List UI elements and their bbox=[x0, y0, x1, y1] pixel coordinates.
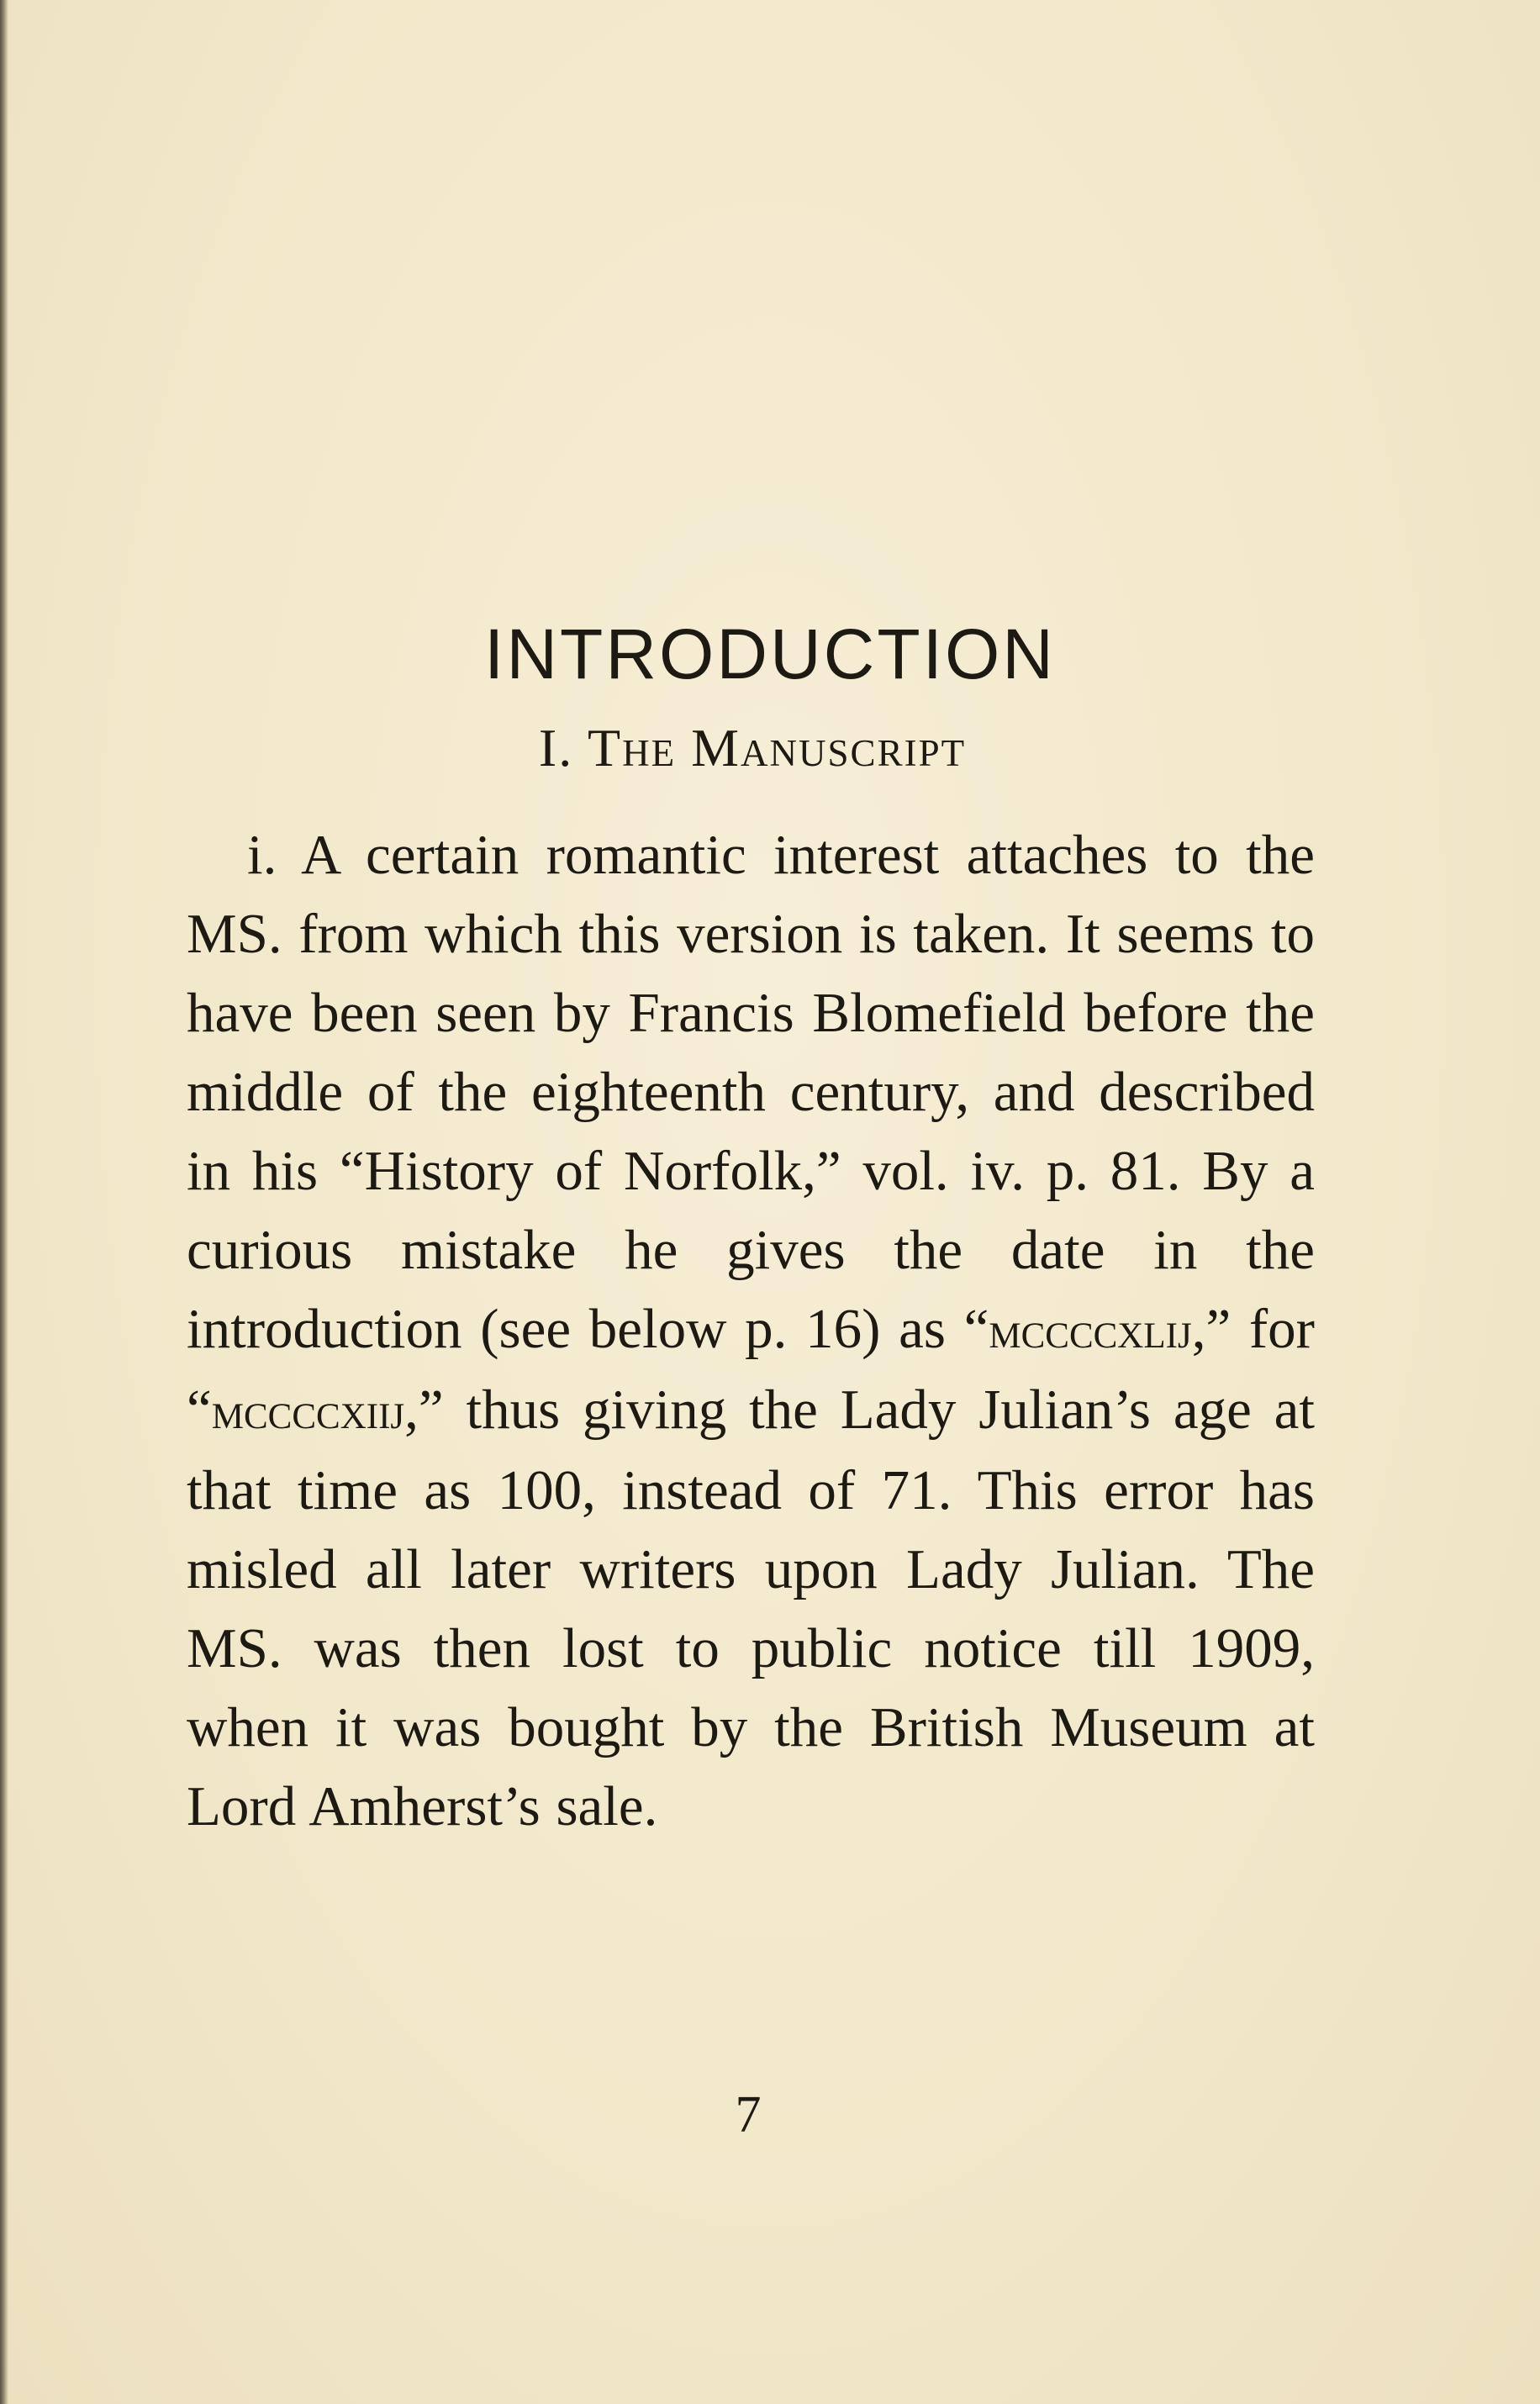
section-title: I. The Manuscript bbox=[538, 718, 967, 778]
page-edge-shadow bbox=[0, 0, 8, 2404]
body-paragraph bbox=[187, 815, 1315, 1846]
paragraph-text-part1: i. A certain romantic interest attaches to the MS. from which this version is taken. It seems to have been seen by Francis Blomefield before the middle of the eighteenth century, and described in his “History of Norfolk,” vol. iv. p. 81. By a curious mistake he gives the date in the introduction (see below p. 16) as “ bbox=[187, 824, 1315, 1360]
page-number: 7 bbox=[735, 2086, 762, 2143]
date-wrong: mccccxlij bbox=[989, 1302, 1192, 1359]
date-right: mccccxiij bbox=[211, 1383, 405, 1440]
paragraph-text-part2: ,” for “ bbox=[187, 1298, 1315, 1441]
chapter-heading: INTRODUCTION bbox=[484, 614, 1056, 694]
paragraph-text-part3: ,” thus giving the Lady Julian’s age at that time as 100, instead of 71. This error has misled all later writers upon Lady Julian. The MS. was then lost to public notice till 1909, when it was bought by the British Museum at Lord Amherst’s sale. bbox=[187, 1379, 1315, 1837]
